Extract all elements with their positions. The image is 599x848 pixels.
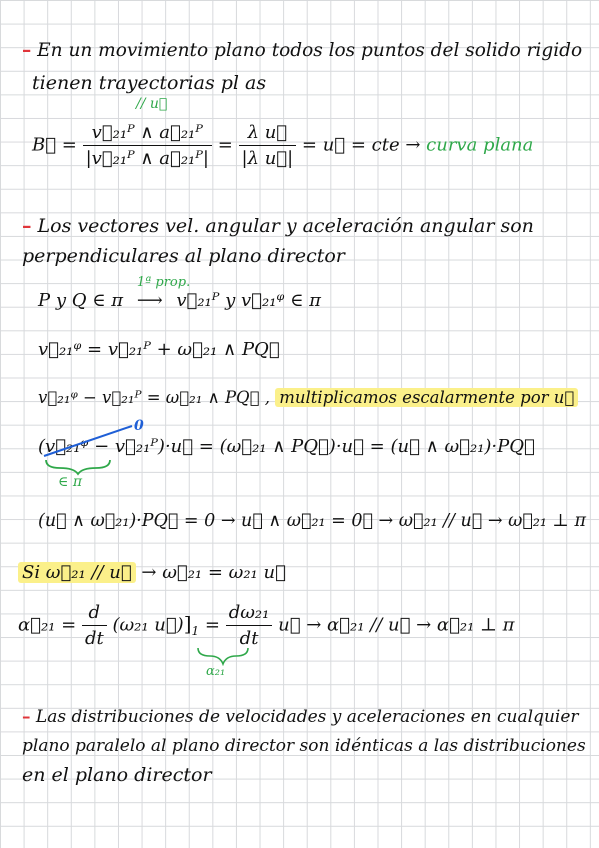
parallel-note: // u⃗: [136, 96, 168, 112]
eq-angular-acceleration: [18, 602, 515, 649]
evaluation-bracket: ]: [183, 611, 192, 636]
d-dt-fraction: [82, 602, 107, 649]
prop-arrow: [136, 275, 191, 311]
domega-fraction: [226, 602, 273, 649]
binormal-lhs: B⃗ =: [32, 134, 77, 156]
omega-result: → ω⃗₂₁ = ω₂₁ u⃗: [141, 562, 286, 583]
highlight-if: Si ω⃗₂₁ // u⃗: [18, 562, 136, 583]
binormal-numerator: v⃗₂₁ᴾ ∧ a⃗₂₁ᴾ: [83, 122, 212, 146]
d-numerator: d: [82, 602, 107, 626]
derivative-arg: (ω₂₁ u⃗): [112, 614, 184, 636]
red-dash-1: –: [22, 40, 32, 61]
domega-numerator: dω₂₁: [226, 602, 273, 626]
alpha-brace: [196, 646, 250, 666]
eq-if-omega: [18, 562, 286, 583]
eq-scalar-product: (v⃗₂₁ᵠ − v⃗₂₁ᴾ)·u⃗ = (ω⃗₂₁ ∧ PQ⃗)·u⃗ = (u⃗ ∧ ω⃗₂₁)·PQ⃗: [38, 436, 535, 457]
velocity-diff: v⃗₂₁ᵠ − v⃗₂₁ᴾ = ω⃗₂₁ ∧ PQ⃗ ,: [38, 388, 270, 407]
highlight-multiply: multiplicamos escalarmente por u⃗: [275, 388, 578, 407]
eq-omega-parallel: (u⃗ ∧ ω⃗₂₁)·PQ⃗ = 0 → u⃗ ∧ ω⃗₂₁ = 0⃗ → ω⃗₂₁ // u⃗ → ω⃗₂₁ ⊥ π: [38, 511, 586, 531]
long-arrow: ⟶: [136, 290, 163, 311]
bullet-line-1: [22, 40, 582, 61]
s3-text-3: en el plano director: [22, 764, 212, 786]
lambda-numerator: λ u⃗: [239, 122, 297, 146]
pq-right: v⃗₂₁ᴾ y v⃗₂₁ᵠ ∈ π: [176, 290, 321, 311]
bullet-line-2: [22, 215, 534, 237]
domega-denominator: dt: [239, 628, 259, 649]
eq-velocity-diff: [38, 388, 578, 407]
bullet-line-3: [22, 707, 579, 727]
eq-velocity-field: v⃗₂₁ᵠ = v⃗₂₁ᴾ + ω⃗₂₁ ∧ PQ⃗: [38, 339, 280, 360]
red-dash-3: –: [22, 707, 31, 727]
pq-left: P y Q ∈ π: [38, 290, 124, 311]
red-dash-2: –: [22, 215, 32, 237]
s1-text-1: En un movimiento plano todos los puntos del solido rigido: [37, 40, 583, 61]
s2-text-2: perpendiculares al plano director: [22, 245, 345, 267]
s3-text-1: Las distribuciones de velocidades y aceleraciones en cualquier: [35, 707, 579, 727]
lambda-denominator: |λ u⃗|: [241, 148, 294, 169]
dt-denominator: dt: [84, 628, 104, 649]
in-plane-brace: [46, 460, 110, 474]
alpha-result: u⃗ → α⃗₂₁ // u⃗ → α⃗₂₁ ⊥ π: [278, 614, 515, 636]
in-plane-note: ∈ π: [58, 474, 83, 490]
binormal-fraction: [83, 122, 212, 169]
s2-text-1: Los vectores vel. angular y aceleración angular son: [37, 215, 534, 237]
equals-sign: =: [217, 134, 233, 156]
first-prop-note: 1ª prop.: [136, 275, 191, 290]
s1-text-2: tienen trayectorias pl as: [32, 72, 267, 94]
alpha-lhs: α⃗₂₁ =: [18, 614, 77, 636]
constant-result: = u⃗ = cte →: [301, 134, 421, 156]
s3-text-2: plano paralelo al plano director son idénticas a las distribuciones: [22, 736, 586, 756]
binormal-denominator: |v⃗₂₁ᴾ ∧ a⃗₂₁ᴾ|: [85, 148, 209, 169]
curve-label: curva plana: [426, 134, 534, 156]
eq-pq-in-plane: [38, 275, 321, 311]
annotation-strokes: [40, 420, 150, 480]
lambda-fraction: [239, 122, 297, 169]
binormal-equation: [32, 122, 533, 169]
cancel-stroke: [44, 426, 132, 456]
zero-mark: 0: [134, 418, 144, 434]
alpha-note: α₂₁: [206, 664, 226, 679]
alpha-equals: =: [204, 614, 220, 636]
evaluation-subscript: 1: [191, 624, 200, 639]
